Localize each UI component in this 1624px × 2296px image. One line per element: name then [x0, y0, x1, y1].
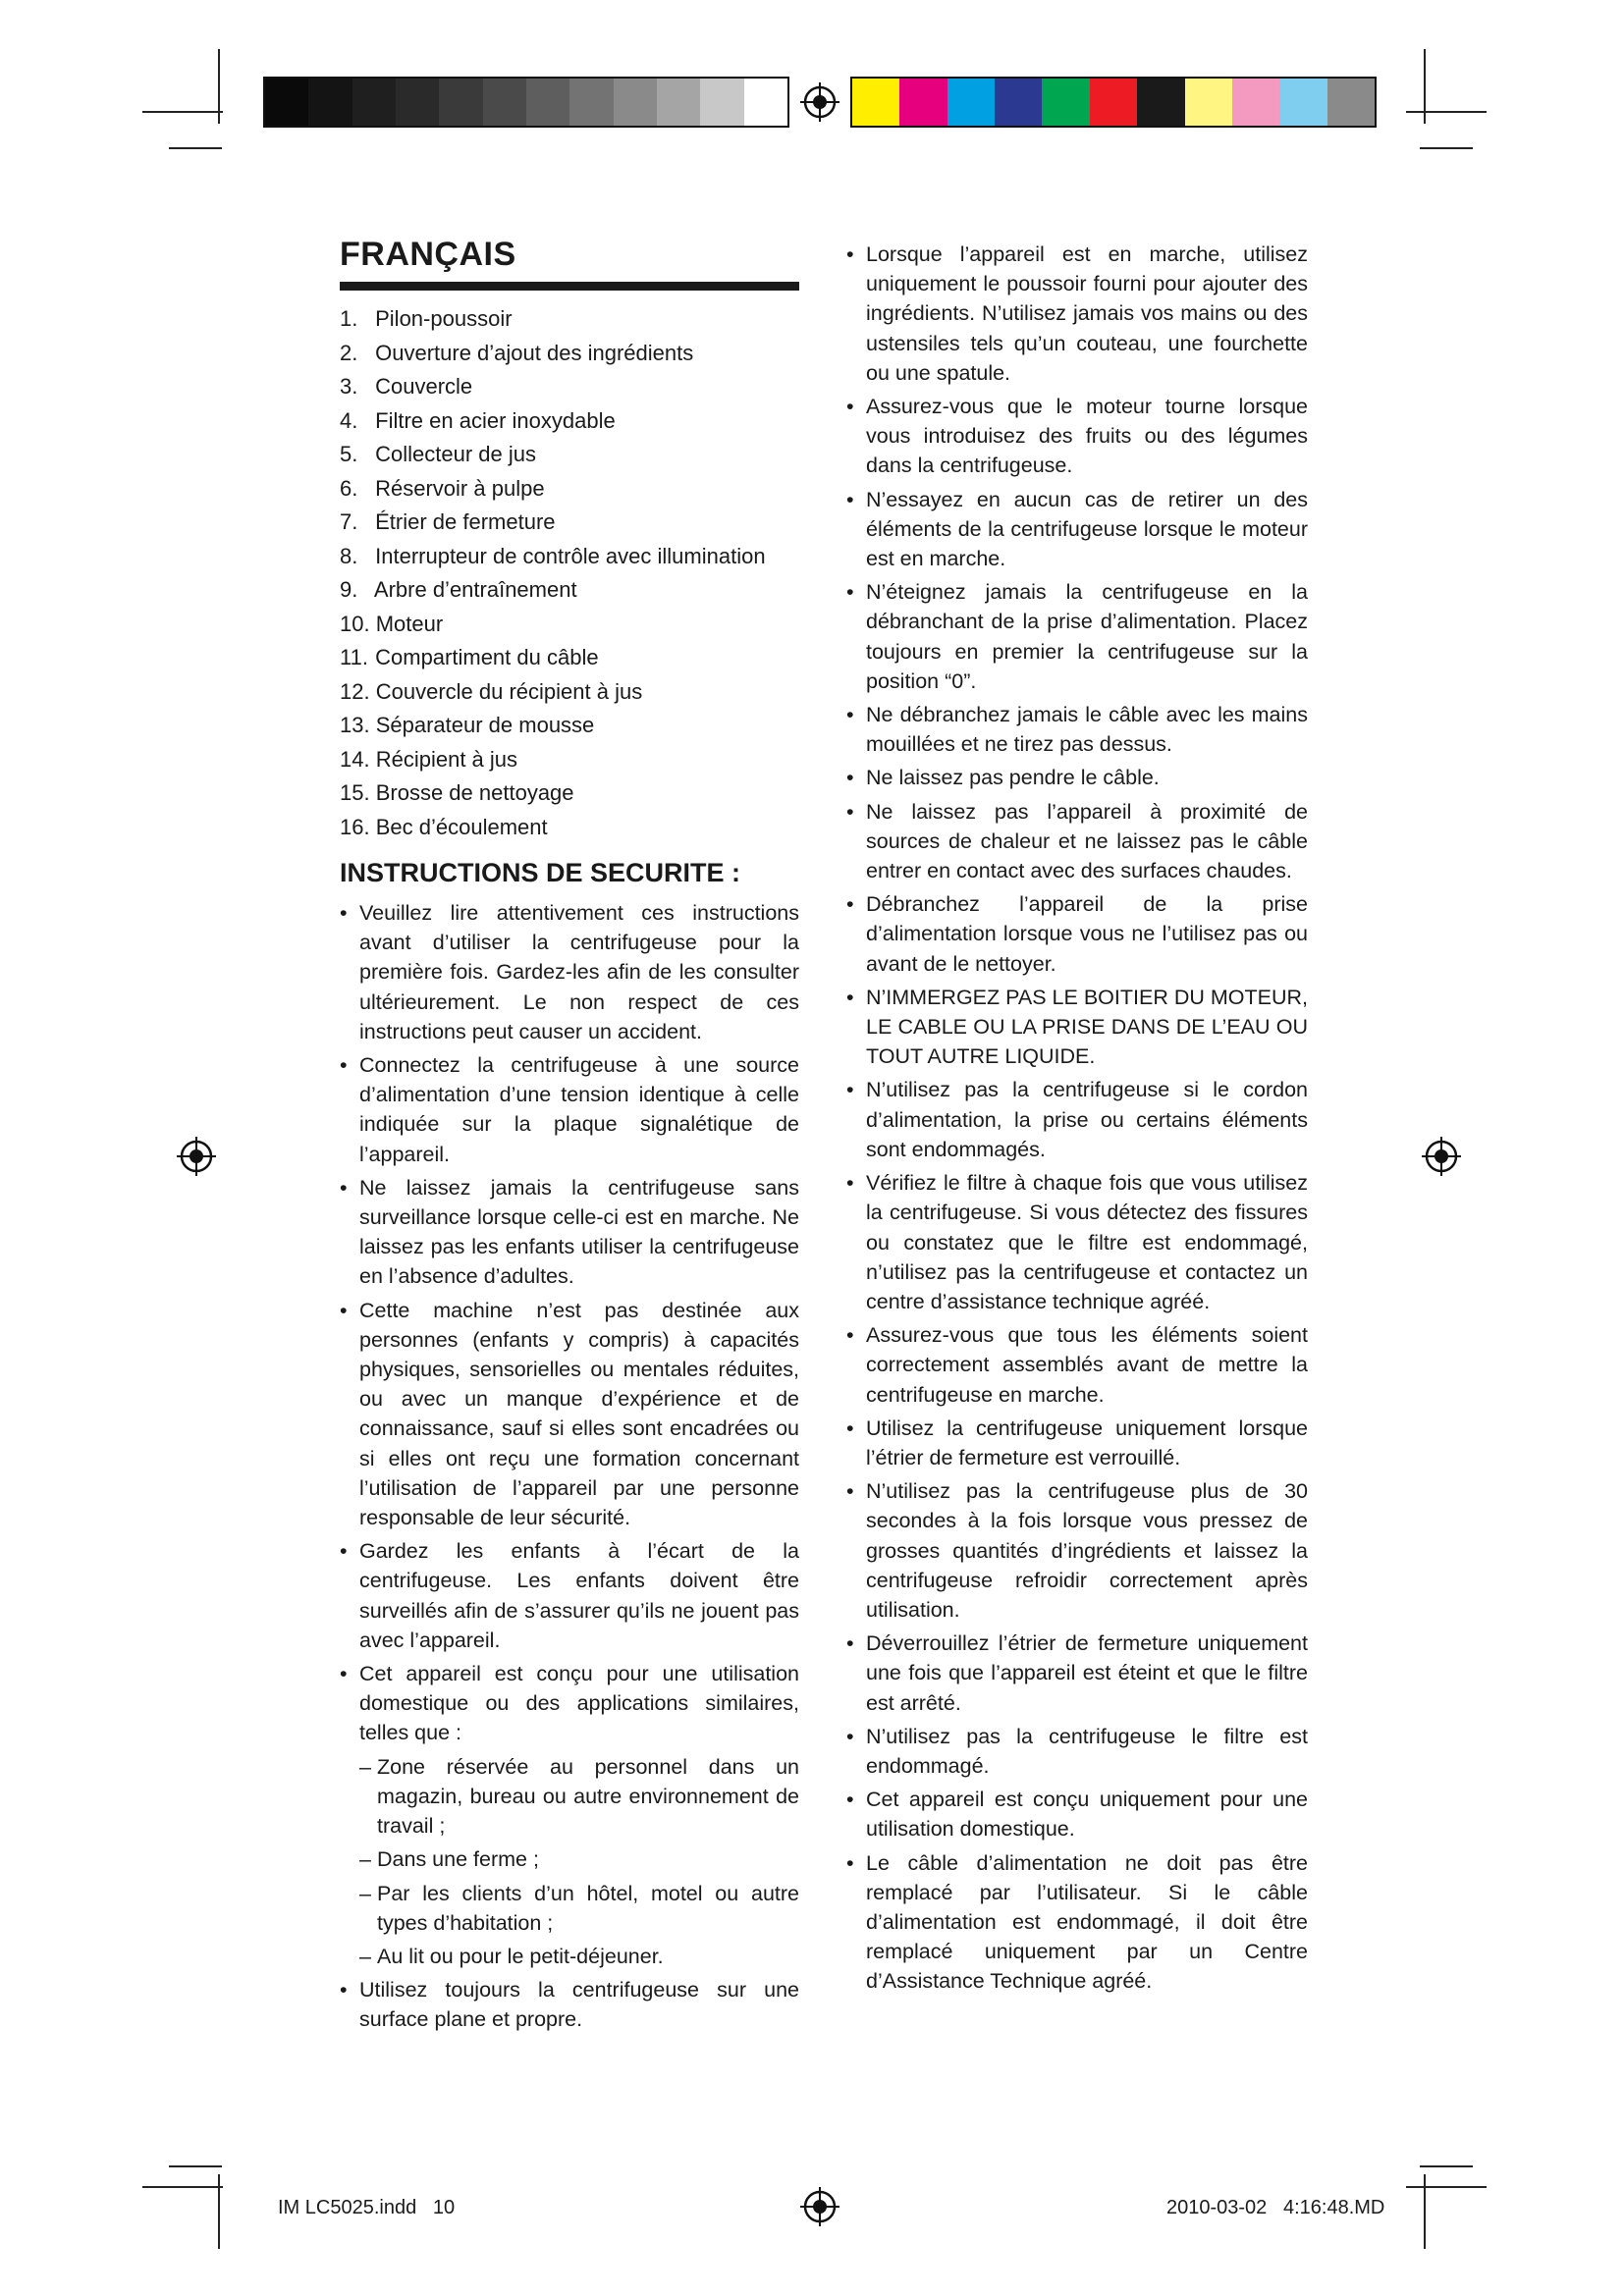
color-swatch [439, 79, 482, 126]
color-swatch [995, 79, 1042, 126]
part-item [340, 337, 799, 371]
crop-mark [1420, 147, 1473, 149]
title-rule [340, 282, 799, 291]
color-swatch [947, 79, 995, 126]
crop-mark [169, 147, 222, 149]
part-item [340, 506, 799, 540]
part-number: 1. [340, 306, 358, 331]
page-title: FRANÇAIS [340, 236, 516, 273]
color-swatch [308, 79, 352, 126]
right-column [846, 240, 1308, 2001]
part-number: 15. [340, 780, 370, 805]
part-label: Moteur [375, 611, 444, 636]
list-item: • Veuillez lire attentivement ces instructions avant d’utiliser la centrifugeuse pour la première fois. Gardez-les afin de les consulter ultérieurement. Le non respect de ces instructions peut causer un accident. [340, 898, 799, 1046]
list-item: • Lorsque l’appareil est en marche, utilisez uniquement le poussoir fourni pour ajouter des ingrédients. N’utilisez jamais vos mains ou des ustensiles tels qu’un couteau, une fourchette ou une spatule. [846, 240, 1308, 388]
list-item: • Vérifiez le filtre à chaque fois que vous utilisez la centrifugeuse. Si vous détectez des fissures ou constatez que le filtre est endommagé, n’utilisez pas la centrifugeuse et contactez un centre d’assistance technique agréé. [846, 1168, 1308, 1316]
part-number: 16. [340, 814, 370, 839]
color-swatch [700, 79, 743, 126]
part-item [340, 743, 799, 777]
part-label: Brosse de nettoyage [375, 780, 574, 805]
color-swatch [1090, 79, 1137, 126]
safety-list-left [340, 898, 799, 2035]
registration-mark-icon [1422, 1137, 1461, 1176]
color-swatch [614, 79, 657, 126]
list-item: • Ne débranchez jamais le câble avec les mains mouillées et ne tirez pas dessus. [846, 700, 1308, 759]
part-item [340, 675, 799, 710]
part-label: Interrupteur de contrôle avec illumination [375, 543, 766, 568]
safety-list-right [846, 240, 1308, 1997]
list-item: • Ne laissez jamais la centrifugeuse sans surveillance lorsque celle-ci est en marche. Ne laissez pas les enfants utiliser la centrifugeuse en l’absence d’adultes. [340, 1173, 799, 1292]
part-label: Couvercle [375, 374, 473, 399]
color-swatch [657, 79, 700, 126]
part-number: 6. [340, 475, 358, 501]
color-swatch [1137, 79, 1184, 126]
list-item: • N’IMMERGEZ PAS LE BOITIER DU MOTEUR, LE CABLE OU LA PRISE DANS DE L’EAU OU TOUT AUTRE LIQUIDE. [846, 983, 1308, 1072]
part-item [340, 709, 799, 743]
grayscale-color-bar [263, 77, 789, 128]
part-item [340, 438, 799, 472]
part-label: Étrier de fermeture [375, 509, 556, 534]
part-label: Couvercle du récipient à jus [375, 678, 643, 704]
part-label: Réservoir à pulpe [375, 475, 545, 501]
color-swatch [265, 79, 308, 126]
list-item: • Déverrouillez l’étrier de fermeture uniquement une fois que l’appareil est éteint et que le filtre est arrêté. [846, 1629, 1308, 1718]
left-column [340, 236, 799, 2039]
part-item [340, 370, 799, 404]
footer-file-info: IM LC5025.indd 10 [278, 2197, 456, 2218]
part-label: Pilon-poussoir [375, 306, 513, 331]
color-swatch [396, 79, 439, 126]
list-item: • Ne laissez pas l’appareil à proximité de sources de chaleur et ne laissez pas le câble entrer en contact avec des surfaces chaudes. [846, 797, 1308, 886]
part-number: 8. [340, 543, 358, 568]
list-item: • Débranchez l’appareil de la prise d’alimentation lorsque vous ne l’utilisez pas ou avant de le nettoyer. [846, 889, 1308, 979]
color-swatch [852, 79, 899, 126]
section-title: INSTRUCTIONS DE SECURITE : [340, 858, 741, 887]
crop-mark [169, 2165, 222, 2167]
part-number: 7. [340, 509, 358, 534]
part-number: 14. [340, 746, 370, 772]
color-swatch [1185, 79, 1232, 126]
part-item [340, 811, 799, 845]
list-item [340, 1659, 799, 1971]
crop-mark [1406, 111, 1487, 113]
list-item: • N’éteignez jamais la centrifugeuse en la débranchant de la prise d’alimentation. Placez toujours en premier la centrifugeuse sur la position “0”. [846, 577, 1308, 696]
part-item [340, 404, 799, 439]
registration-mark-icon [800, 2187, 839, 2226]
part-label: Arbre d’entraînement [373, 577, 577, 602]
list-item: • Utilisez toujours la centrifugeuse sur une surface plane et propre. [340, 1975, 799, 2034]
crop-mark [1420, 2165, 1473, 2167]
color-swatch [1232, 79, 1279, 126]
crop-mark [142, 111, 223, 113]
part-number: 5. [340, 442, 358, 466]
crop-mark [218, 49, 220, 124]
part-number: 9. [340, 577, 358, 602]
part-label: Collecteur de jus [375, 442, 536, 466]
list-item: • Assurez-vous que le moteur tourne lorsque vous introduisez des fruits ou des légumes dans la centrifugeuse. [846, 392, 1308, 481]
part-label: Récipient à jus [375, 746, 518, 772]
crop-mark [142, 2186, 223, 2188]
part-number: 13. [340, 713, 370, 737]
part-item [340, 302, 799, 337]
part-label: Ouverture d’ajout des ingrédients [375, 340, 694, 365]
list-item: • Assurez-vous que tous les éléments soient correctement assemblés avant de mettre la centrifugeuse en marche. [846, 1320, 1308, 1410]
crop-mark [218, 2174, 220, 2249]
part-number: 11. [340, 645, 368, 669]
list-item: • Cette machine n’est pas destinée aux personnes (enfants y compris) à capacités physiques, sensorielles ou mentales réduites, ou avec un manque d’expérience et de connaissance, sauf si elles sont encadrées ou si elles ont reçu une formation concernant l’utilisation de l’appareil par une personne responsable de leur sécurité. [340, 1296, 799, 1533]
list-item: • Gardez les enfants à l’écart de la centrifugeuse. Les enfants doivent être surveillés afin de s’assurer qu’ils ne jouent pas avec l’appareil. [340, 1536, 799, 1655]
part-number: 3. [340, 374, 358, 399]
list-item: • Ne laissez pas pendre le câble. [846, 763, 1308, 792]
part-item [340, 608, 799, 642]
list-item-text: Cet appareil est conçu pour une utilisation domestique ou des applications similaires, telles que : [359, 1662, 799, 1745]
sub-list-item: – Au lit ou pour le petit-déjeuner. [359, 1942, 799, 1971]
color-swatch [352, 79, 396, 126]
crop-mark [1424, 2174, 1426, 2249]
part-item [340, 540, 799, 574]
part-label: Compartiment du câble [375, 645, 599, 669]
sub-list-item: – Dans une ferme ; [359, 1844, 799, 1874]
color-swatch [1327, 79, 1375, 126]
sub-list-item: – Par les clients d’un hôtel, motel ou autre types d’habitation ; [359, 1879, 799, 1938]
list-item: • N’utilisez pas la centrifugeuse le filtre est endommagé. [846, 1722, 1308, 1781]
part-item [340, 573, 799, 608]
part-label: Séparateur de mousse [375, 713, 595, 737]
color-swatch [483, 79, 526, 126]
part-item [340, 472, 799, 507]
color-swatch [899, 79, 947, 126]
footer-timestamp: 2010-03-02 4:16:48.MD [1166, 2197, 1385, 2218]
part-number: 2. [340, 340, 358, 365]
part-number: 4. [340, 407, 358, 433]
list-item: • N’essayez en aucun cas de retirer un des éléments de la centrifugeuse lorsque le moteur est en marche. [846, 485, 1308, 574]
color-swatch [744, 79, 787, 126]
color-swatch [569, 79, 613, 126]
registration-mark-icon [800, 82, 839, 122]
color-swatch [1042, 79, 1089, 126]
part-label: Bec d’écoulement [375, 814, 548, 839]
list-item: • N’utilisez pas la centrifugeuse plus de 30 secondes à la fois lorsque vous pressez de grosses quantités d’ingrédients et laissez la centrifugeuse refroidir correctement après utilisation. [846, 1476, 1308, 1625]
crop-mark [1406, 2186, 1487, 2188]
part-number: 12. [340, 678, 370, 704]
color-swatch [1279, 79, 1326, 126]
part-item [340, 641, 799, 675]
color-swatch [526, 79, 569, 126]
cmyk-color-bar [850, 77, 1377, 128]
registration-mark-icon [177, 1137, 216, 1176]
part-number: 10. [340, 611, 370, 636]
sub-list-item: – Zone réservée au personnel dans un magazin, bureau ou autre environnement de travail ; [359, 1752, 799, 1842]
list-item: • Utilisez la centrifugeuse uniquement lorsque l’étrier de fermeture est verrouillé. [846, 1414, 1308, 1472]
list-item: • N’utilisez pas la centrifugeuse si le cordon d’alimentation, la prise ou certains éléments sont endommagés. [846, 1075, 1308, 1164]
sub-list [359, 1752, 799, 1971]
crop-mark [1424, 49, 1426, 124]
part-item [340, 776, 799, 811]
list-item: • Cet appareil est conçu uniquement pour une utilisation domestique. [846, 1785, 1308, 1843]
parts-list [340, 302, 799, 844]
list-item: • Connectez la centrifugeuse à une source d’alimentation d’une tension identique à celle indiquée sur la plaque signalétique de l’appareil. [340, 1050, 799, 1169]
list-item: • Le câble d’alimentation ne doit pas être remplacé par l’utilisateur. Si le câble d’alimentation est endommagé, il doit être remplacé uniquement par un Centre d’Assistance Technique agréé. [846, 1848, 1308, 1997]
part-label: Filtre en acier inoxydable [375, 407, 616, 433]
